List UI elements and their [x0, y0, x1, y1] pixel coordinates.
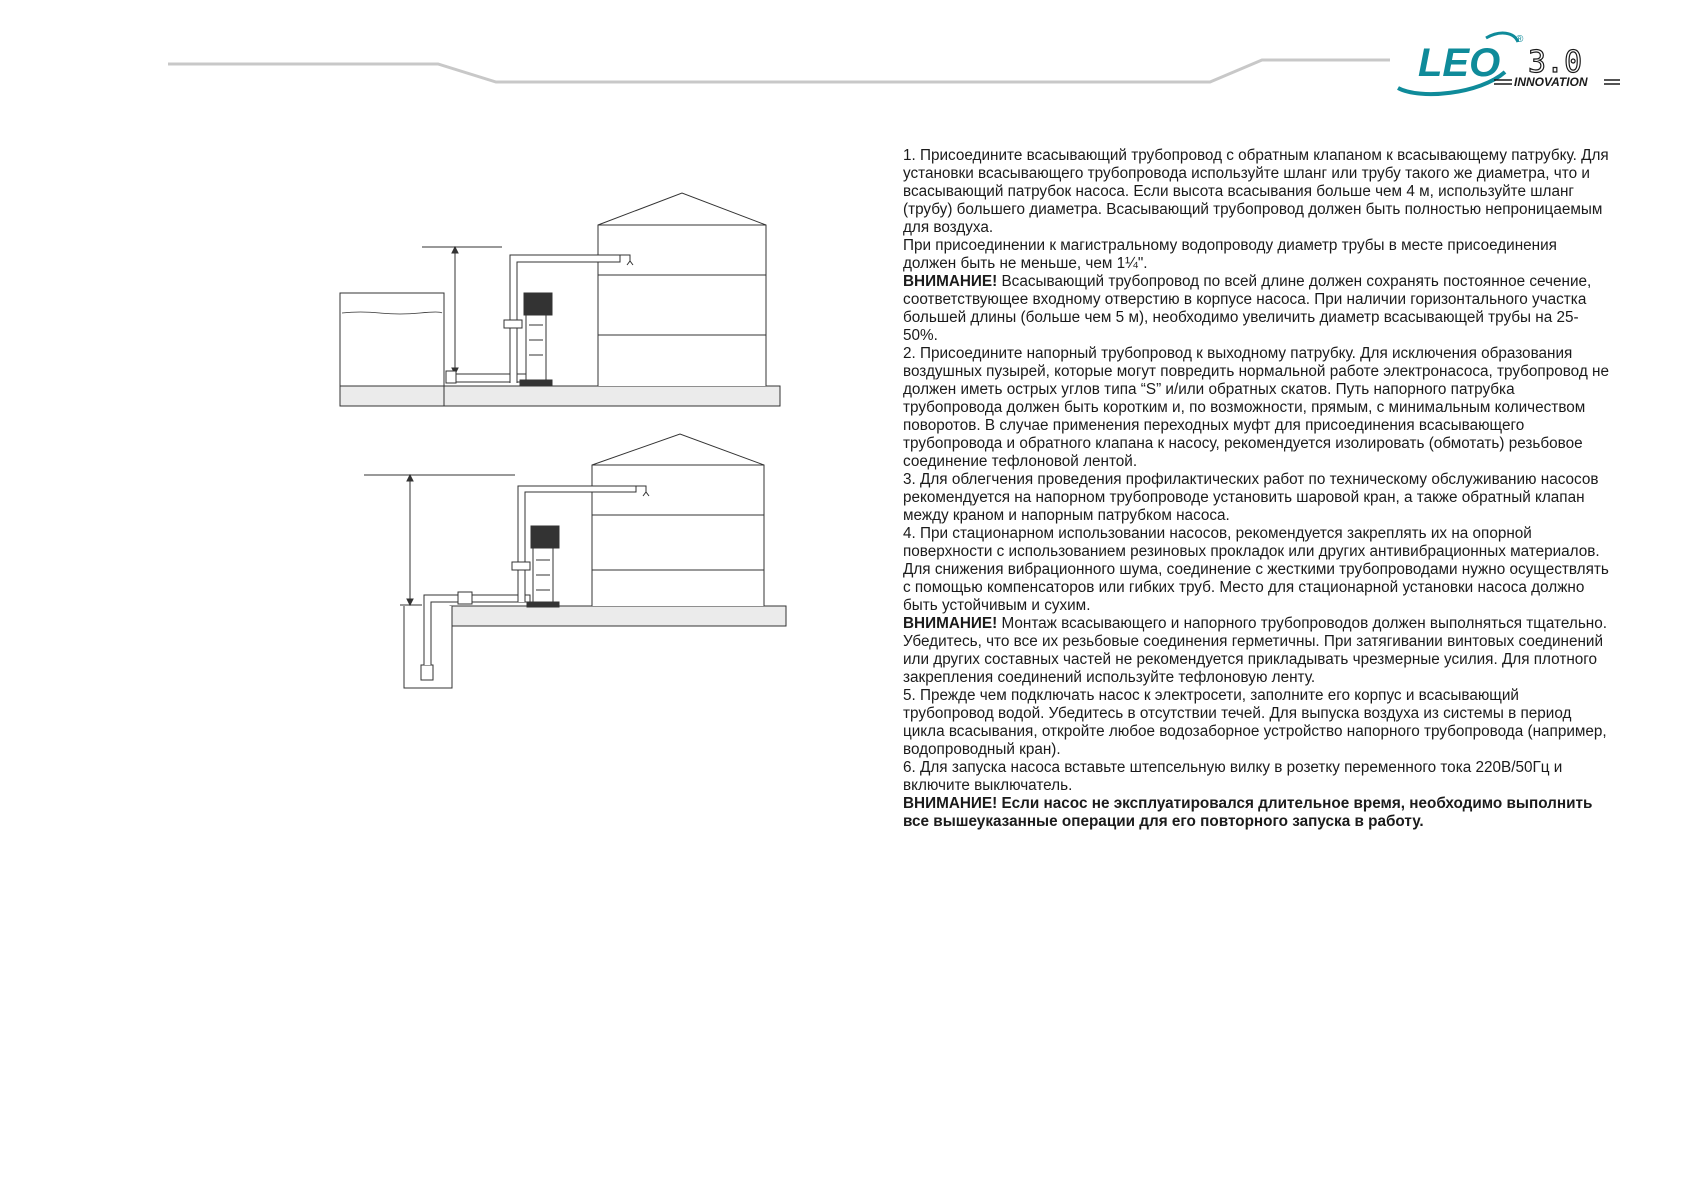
final-warning: [903, 795, 1609, 831]
instruction-step-1: 1. Присоедините всасывающий трубопровод с обратным клапаном к всасывающему патрубку. Для установки всасывающего трубопровода используйте шланг или трубу такого же диаметра, что и всасывающий патрубок насоса. Если высота всасывания больше чем 4 м, используйте шланг (трубу) большего диаметра. Всасывающий трубопровод должен быть полностью непроницаемым для воздуха.: [903, 147, 1609, 236]
installation-diagram-2: [360, 430, 800, 690]
installation-diagram-1: [330, 185, 790, 415]
building: [598, 193, 766, 386]
final-warning-text: ВНИМАНИЕ! Если насос не эксплуатировался длительное время, необходимо выполнить все вышеуказанные операции для его повторного запуска в работу.: [903, 795, 1593, 830]
pump-motor: [524, 293, 552, 315]
logo-tagline: INNOVATION: [1514, 75, 1588, 89]
ground-slab-left: [340, 386, 444, 406]
ground-slab: [450, 606, 786, 626]
instruction-step-3: 3. Для облегчения проведения профилактических работ по техническому обслуживанию насосов рекомендуется на напорном трубопроводе установить шаровой кран, а также обратный клапан между краном и напорным патрубком насоса.: [903, 471, 1599, 524]
logo-brand: LEO: [1418, 41, 1501, 85]
building: [592, 434, 764, 606]
warning-label: ВНИМАНИЕ!: [903, 273, 998, 290]
brand-logo: [1390, 28, 1630, 100]
ground-slab-right: [444, 386, 780, 406]
warning-text: Монтаж всасывающего и напорного трубопроводов должен выполняться тщательно. Убедитесь, что все их резьбовые соединения герметичны. При затягивании винтовых соединений или других составных частей не рекомендуется прикладывать чрезмерные усилия. Для плотного закрепления соединений используйте тефлоновую ленту.: [903, 615, 1607, 686]
logo-registered: ®: [1516, 34, 1524, 45]
warning-label: ВНИМАНИЕ!: [903, 615, 998, 632]
warning-1: [903, 273, 1609, 345]
foot-valve: [421, 665, 433, 680]
pump-motor: [531, 526, 559, 548]
pump-body: [533, 542, 553, 604]
warning-2: [903, 615, 1609, 687]
logo-version: 3.0: [1528, 45, 1583, 80]
instruction-step-5: 5. Прежде чем подключать насос к электросети, заполните его корпус и всасывающий трубопровод водой. Убедитесь в отсутствии течей. Для выпуска воздуха из системы в период цикла всасывания, откройте любое водозаборное устройство напорного трубопровода (например, водопроводный кран).: [903, 687, 1607, 758]
instruction-step-6: 6. Для запуска насоса вставьте штепсельную вилку в розетку переменного тока 220В/50Гц и включите выключатель.: [903, 759, 1563, 794]
instruction-step-2: 2. Присоедините напорный трубопровод к выходному патрубку. Для исключения образования воздушных пузырей, которые могут повредить нормальной работе электронасоса, трубопровод не должен иметь острых углов типа “S” и/или обратных скатов. Путь напорного патрубка трубопровода должен быть коротким и, по возможности, прямым, с минимальным количеством поворотов. В случае применения переходных муфт для присоединения всасывающего трубопровода и обратного клапана к насосу, рекомендуется изолировать (обмотать) резьбовое соединение тефлоновой лентой.: [903, 345, 1609, 470]
instruction-note-mains: При присоединении к магистральному водопроводу диаметр трубы в месте присоединения должен быть не меньше, чем 1¼".: [903, 237, 1557, 272]
water-tank: [340, 293, 444, 386]
pump-body: [526, 310, 546, 380]
instruction-step-4: 4. При стационарном использовании насосов, рекомендуется закреплять их на опорной поверхности с использованием резиновых прокладок или других антивибрационных материалов. Для снижения вибрационного шума, соединение с жесткими трубопроводами нужно осуществлять с помощью компенсаторов или гибких труб. Место для стационарной установки насоса должно быть устойчивым и сухим.: [903, 525, 1609, 614]
warning-text: Всасывающий трубопровод по всей длине должен сохранять постоянное сечение, соответствующее входному отверстию в корпусе насоса. При наличии горизонтального участка большей длины (больше чем 5 м), необходимо увеличить диаметр всасывающей трубы на 25-50%.: [903, 273, 1592, 344]
instructions-text: [903, 147, 1609, 831]
